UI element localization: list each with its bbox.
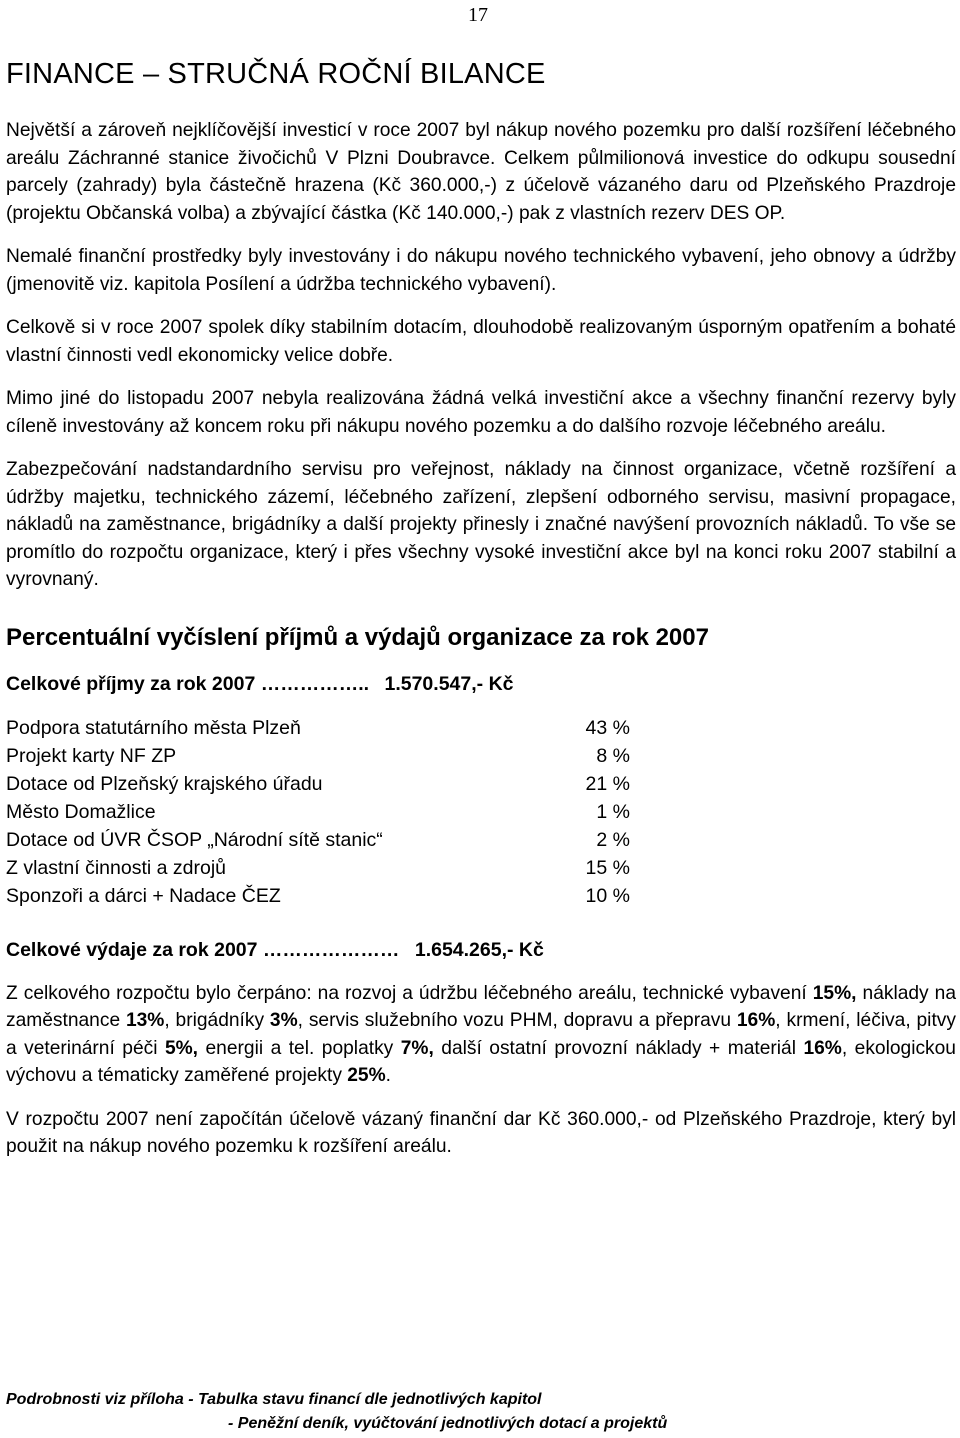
income-pct: 15 % [585,856,630,879]
expenses-total-value: 1.654.265,- Kč [414,938,544,961]
income-pct: 43 % [585,716,630,739]
income-row [6,854,956,882]
paragraph-costs: Zabezpečování nadstandardního servisu pro veřejnost, náklady na činnost organizace, včetně rozšíření a údržby majetku, technického zázemí, léčebného zařízení, zlepšení odborného servisu, masivní propagace, nákladů na zaměstnance, brigádníky a další projekty přinesly i značné navýšení provozních nákladů. To vše se promítlo do rozpočtu organizace, který i přes všechny vysoké investiční akce byl na konci roku 2007 stabilní a vyrovnaný. [6,459,956,590]
income-label: Dotace od ÚVR ČSOP „Národní sítě stanic“ [6,828,383,851]
income-pct: 21 % [585,772,630,795]
income-total [6,670,956,698]
footer-line: - Peněžní deník, vyúčtování jednotlivých dotací a projektů [228,1415,668,1432]
footer-line: Podrobnosti viz příloha - Tabulka stavu financí dle jednotlivých kapitol [6,1391,542,1408]
expenses-total-label: Celkové výdaje za rok 2007 ………………… [6,938,400,961]
income-row [6,742,956,770]
income-label: Z vlastní činnosti a zdrojů [6,856,227,879]
income-pct: 1 % [596,800,630,823]
paragraph-equipment: Nemalé finanční prostředky byly investovány i do nákupu nového technického vybavení, jeho obnovy a údržby (jmenovitě viz. kapitola Posílení a údržba technického vybavení). [6,246,956,295]
income-row [6,826,956,854]
income-table [6,714,956,910]
paragraph-expenses-breakdown: Z celkového rozpočtu bylo čerpáno: na rozvoj a údržbu léčebného areálu, technické vybavení 15%, náklady na zaměstnance 13%, brigádníky 3%, servis služebního vozu PHM, dopravu a přepravu 16%, krmení, léčiva, pitvy a veterinární péči 5%, energii a tel. poplatky 7%, další ostatní provozní náklady + materiál 16%, ekologickou výchovu a tématicky zaměřené projekty 25%. [6,982,957,1086]
paragraph-note: V rozpočtu 2007 není započítán účelově vázaný finanční dar Kč 360.000,- od Plzeňského Prazdroje, který byl použit na nákup nového pozemku k rozšíření areálu. [6,1108,956,1157]
expenses-total [6,936,956,964]
income-pct: 8 % [596,744,630,767]
income-label: Město Domažlice [6,800,156,823]
income-label: Podpora statutárního města Plzeň [6,716,301,739]
paragraph-reserves: Mimo jiné do listopadu 2007 nebyla realizována žádná velká investiční akce a všechny finanční rezervy byly cíleně investovány až koncem roku při nákupu nového pozemku a do dalšího rozvoje léčebného areálu. [6,388,956,437]
page-title: FINANCE – STRUČNÁ ROČNÍ BILANCE [6,58,546,90]
income-label: Sponzoři a dárci + Nadace ČEZ [6,884,281,907]
income-row [6,770,956,798]
income-label: Dotace od Plzeňský krajského úřadu [6,772,323,795]
income-total-label: Celkové příjmy za rok 2007 …………….. [6,672,370,695]
income-row [6,714,956,742]
income-row [6,798,956,826]
income-row [6,882,956,910]
paragraph-investment: Největší a zároveň nejklíčovější investicí v roce 2007 byl nákup nového pozemku pro další rozšíření léčebného areálu Záchranné stanice živočichů V Plzni Doubravce. Celkem půlmilionová investice do odkupu sousední parcely (zahrady) byla částečně hrazena (Kč 360.000,-) z účelově vázaného daru od Plzeňského Prazdroje (projektu Občanská volba) a zbývající částka (Kč 140.000,-) pak z vlastních rezerv DES OP. [6,120,956,224]
section-title: Percentuální vyčíslení příjmů a výdajů organizace za rok 2007 [6,623,709,651]
document-body [6,58,956,1177]
footer-note [6,1388,667,1436]
income-label: Projekt karty NF ZP [6,744,177,767]
income-total-value: 1.570.547,- Kč [384,672,514,695]
income-pct: 2 % [596,828,630,851]
income-pct: 10 % [585,884,630,907]
page-number: 17 [468,4,488,26]
paragraph-overall: Celkově si v roce 2007 spolek díky stabilním dotacím, dlouhodobě realizovaným úsporným opatřením a bohaté vlastní činnosti vedl ekonomicky velice dobře. [6,317,956,366]
